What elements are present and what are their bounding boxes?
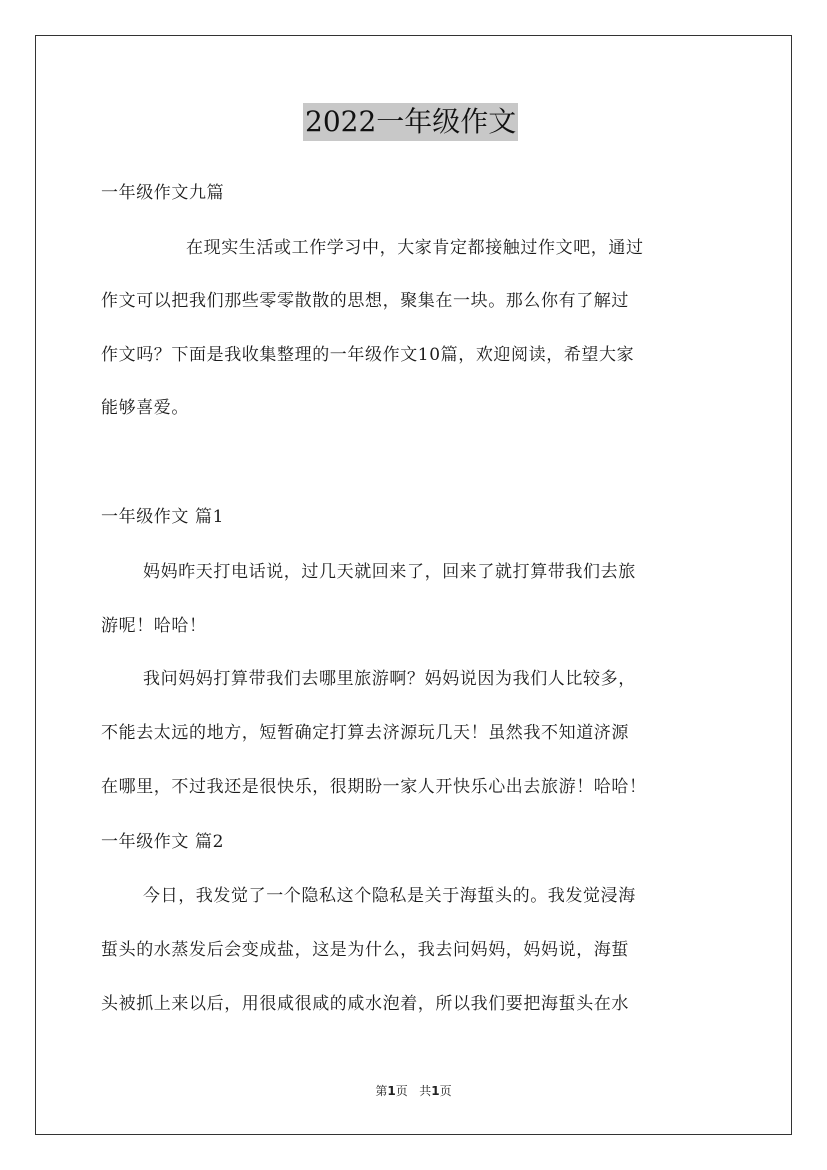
section-1-line-1: 妈妈昨天打电话说，过几天就回来了，回来了就打算带我们去旅: [143, 562, 636, 582]
intro-line-1: 在现实生活或工作学习中，大家肯定都接触过作文吧，通过: [186, 238, 644, 258]
section-1-line-3: 我问妈妈打算带我们去哪里旅游啊？妈妈说因为我们人比较多，: [143, 669, 636, 689]
footer-total-suffix: 页: [439, 1084, 452, 1098]
section-2-line-3: 头被抓上来以后，用很咸很咸的咸水泡着，所以我们要把海蜇头在水: [101, 994, 629, 1014]
section-heading-1: 一年级作文 篇1: [101, 507, 225, 527]
intro-line-3: 作文吗？下面是我收集整理的一年级作文10篇，欢迎阅读，希望大家: [101, 345, 635, 365]
intro-line-4: 能够喜爱。: [101, 398, 189, 418]
footer-total-prefix: 共: [419, 1084, 432, 1098]
footer-page-prefix: 第: [375, 1084, 388, 1098]
page-footer: [0, 1083, 827, 1099]
section-heading-2: 一年级作文 篇2: [101, 832, 225, 852]
footer-page-number: 1: [387, 1084, 396, 1098]
intro-line-2: 作文可以把我们那些零零散散的思想，聚集在一块。那么你有了解过: [101, 291, 629, 311]
document-title: 2022一年级作文: [303, 103, 518, 141]
footer-page-suffix: 页: [395, 1084, 408, 1098]
section-1-line-2: 游呢！哈哈！: [101, 616, 207, 636]
section-1-line-4: 不能去太远的地方，短暂确定打算去济源玩几天！虽然我不知道济源: [101, 723, 629, 743]
section-2-line-1: 今日，我发觉了一个隐私这个隐私是关于海蜇头的。我发觉浸海: [143, 886, 636, 906]
section-2-line-2: 蜇头的水蒸发后会变成盐，这是为什么，我去问妈妈，妈妈说，海蜇: [101, 940, 629, 960]
footer-total-number: 1: [431, 1084, 440, 1098]
subtitle: 一年级作文九篇: [101, 183, 225, 203]
section-1-line-5: 在哪里，不过我还是很快乐，很期盼一家人开快乐心出去旅游！哈哈！: [101, 777, 647, 797]
